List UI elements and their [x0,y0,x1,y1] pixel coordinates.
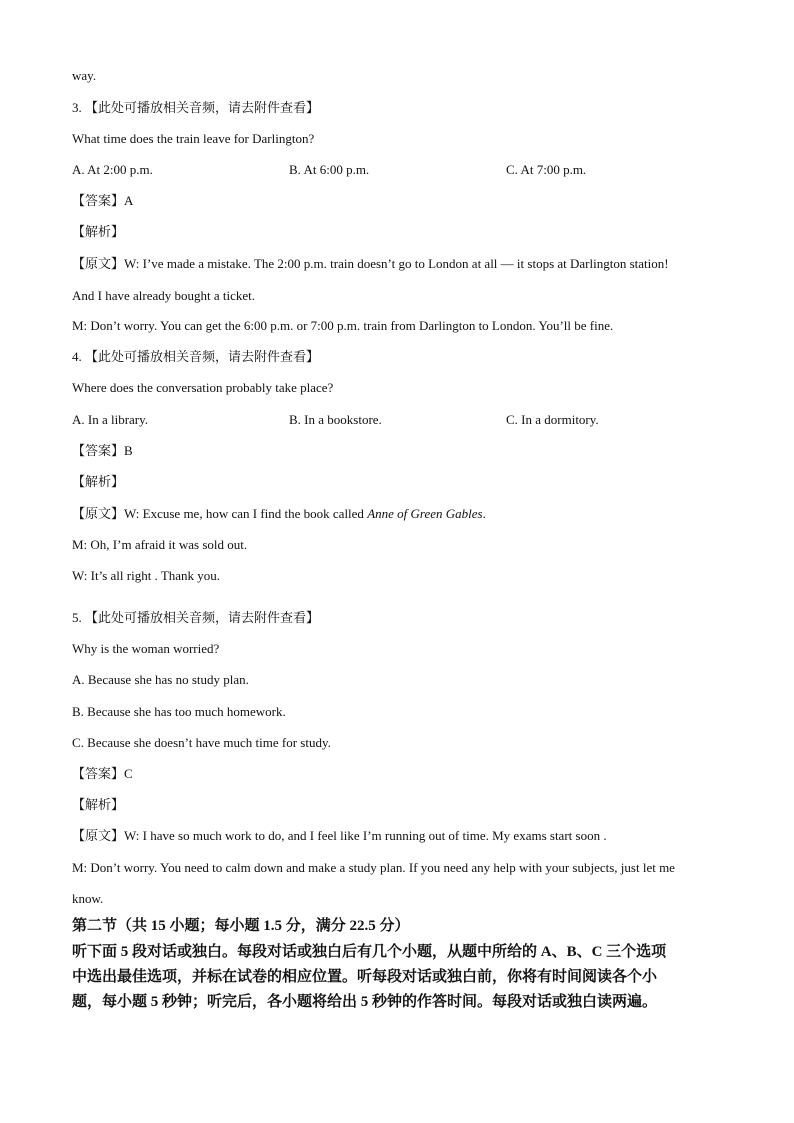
question-3-option-a: A. At 2:00 p.m. [72,162,153,177]
question-5-header: 5. 【此处可播放相关音频，请去附件查看】 [72,610,320,625]
question-4-header: 4. 【此处可播放相关音频，请去附件查看】 [72,349,320,364]
question-3-text: What time does the train leave for Darlington? [72,131,315,146]
question-5-option-a: A. Because she has no study plan. [72,672,249,687]
question-3-transcript-3: M: Don’t worry. You can get the 6:00 p.m. or 7:00 p.m. train from Darlington to London. You’ll be fine. [72,318,614,333]
question-4-transcript-3: W: It’s all right . Thank you. [72,568,221,583]
book-title: Anne of Green Gables [367,506,483,521]
section-2-instructions-1: 听下面 5 段对话或独白。每段对话或独白后有几个小题，从题中所给的 A、B、C 三个选项 [72,944,667,960]
question-3-option-c: C. At 7:00 p.m. [506,162,587,177]
section-2-instructions-2: 中选出最佳选项，并标在试卷的相应位置。听每段对话或独白前，你将有时间阅读各个小 [72,969,658,985]
question-3-option-b: B. At 6:00 p.m. [289,162,370,177]
question-4-option-b: B. In a bookstore. [289,412,382,427]
question-5-option-c: C. Because she doesn’t have much time for study. [72,735,331,750]
question-4-transcript-2: M: Oh, I’m afraid it was sold out. [72,537,248,552]
question-4-transcript-1 [72,506,486,522]
text-line: way. [72,68,97,83]
question-5-text: Why is the woman worried? [72,641,220,656]
question-3-analysis: 【解析】 [72,224,125,239]
question-3-transcript-2: And I have already bought a ticket. [72,288,256,303]
question-4-option-c: C. In a dormitory. [506,412,599,427]
question-3-transcript-1: 【原文】W: I’ve made a mistake. The 2:00 p.m. train doesn’t go to London at all — it stops at Darlington station! [72,256,669,271]
question-5-transcript-1: 【原文】W: I have so much work to do, and I feel like I’m running out of time. My exams start soon . [72,828,607,843]
question-3-answer: 【答案】A [72,193,134,208]
question-4-text: Where does the conversation probably take place? [72,380,334,395]
question-4-analysis: 【解析】 [72,474,125,489]
question-4-answer: 【答案】B [72,443,133,458]
question-4-option-a: A. In a library. [72,412,149,427]
transcript-prefix: 【原文】W: Excuse me, how can I find the book called [72,506,368,521]
section-2-title: 第二节（共 15 小题；每小题 1.5 分，满分 22.5 分） [72,918,410,934]
transcript-suffix: . [482,506,486,521]
question-3-header: 3. 【此处可播放相关音频，请去附件查看】 [72,100,320,115]
question-5-option-b: B. Because she has too much homework. [72,704,286,719]
section-2-instructions-3: 题，每小题 5 秒钟；听完后，各小题将给出 5 秒钟的作答时间。每段对话或独白读两遍。 [72,994,658,1010]
question-5-transcript-3: know. [72,891,104,906]
question-5-transcript-2: M: Don’t worry. You need to calm down and make a study plan. If you need any help with your subjects, just let me [72,860,675,875]
question-5-analysis: 【解析】 [72,797,125,812]
question-5-answer: 【答案】C [72,766,133,781]
